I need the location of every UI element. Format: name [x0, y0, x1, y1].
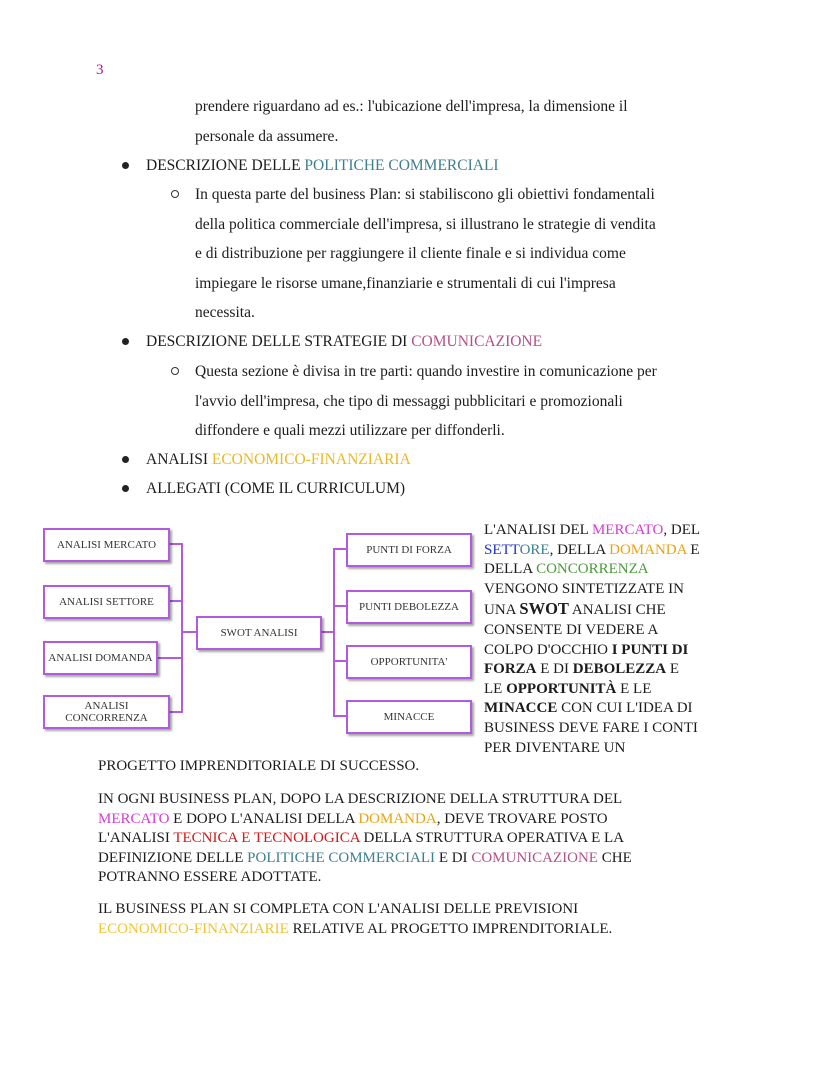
- connector-line: [181, 631, 197, 633]
- box-label: ANALISI SETTORE: [59, 596, 154, 608]
- bullet-allegati: [146, 474, 405, 504]
- sub-line: Questa sezione è divisa in tre parti: quando investire in comunicazione per: [195, 363, 657, 380]
- bullet-text: ALLEGATI (COME IL CURRICULUM): [146, 480, 406, 497]
- box-label: ANALISI DOMANDA: [48, 652, 153, 664]
- connector-line: [168, 543, 182, 545]
- paragraph-business-plan: [98, 790, 738, 888]
- text-line: CONSENTE DI VEDERE A: [484, 621, 659, 638]
- text-line: L'ANALISI TECNICA E TECNOLOGICA DELLA STRUTTURA OPERATIVA E LA: [98, 830, 625, 847]
- box-opportunita: [346, 645, 472, 679]
- connector-line: [156, 657, 182, 659]
- text-line: MINACCE CON CUI L'IDEA DI: [484, 700, 693, 717]
- connector-line: [333, 548, 347, 550]
- text-line: IN OGNI BUSINESS PLAN, DOPO LA DESCRIZIONE DELLA STRUTTURA DEL: [98, 791, 623, 807]
- box-label: CONCORRENZA: [65, 712, 148, 724]
- sub-line: impiegare le risorse umane,finanziarie e strumentali di cui l'impresa: [195, 274, 616, 292]
- box-analisi-mercato: [43, 528, 170, 562]
- box-analisi-settore: [43, 585, 170, 619]
- connector-line: [168, 600, 182, 602]
- text-line: COLPO D'OCCHIO I PUNTI DI: [484, 641, 689, 658]
- box-label: ANALISI MERCATO: [56, 539, 157, 551]
- bullet-text: ANALISI: [146, 451, 212, 468]
- box-label: MINACCE: [383, 711, 435, 723]
- box-punti-debolezza: [346, 590, 472, 624]
- text-line: BUSINESS DEVE FARE I CONTI: [484, 719, 698, 736]
- sub-bullet-circle: [171, 367, 179, 375]
- text-line: POTRANNO ESSERE ADOTTATE.: [98, 869, 322, 886]
- intro-line: prendere riguardano ad es.: l'ubicazione dell'impresa, la dimensione il: [195, 98, 628, 115]
- intro-line: personale da assumere.: [195, 127, 339, 145]
- text-line: UNA SWOT ANALISI CHE: [484, 599, 666, 619]
- bullet-strategie-comunicazione: [146, 327, 542, 357]
- box-minacce: [346, 700, 472, 734]
- highlight-politiche: POLITICHE COMMERCIALI: [304, 157, 499, 174]
- sub-bullet-strategie: [195, 357, 755, 446]
- text-line: MERCATO E DOPO L'ANALISI DELLA DOMANDA, DEVE TROVARE POSTO: [98, 810, 608, 827]
- text-line: SETTORE, DELLA DOMANDA E: [484, 541, 700, 558]
- connector-line: [333, 660, 347, 662]
- intro-paragraph: [195, 92, 755, 151]
- box-analisi-domanda: [43, 641, 158, 675]
- page-number: 3: [96, 62, 104, 78]
- bullet-politiche-commerciali: [146, 151, 499, 181]
- bullet-dot: [122, 485, 129, 492]
- highlight-comunicazione: COMUNICAZIONE: [411, 333, 543, 350]
- text-line: LE OPPORTUNITÀ E LE: [484, 680, 652, 697]
- sub-line: della politica commerciale dell'impresa, si illustrano le strategie di vendita: [195, 215, 656, 233]
- paragraph-completamento: [98, 900, 738, 939]
- box-label: OPPORTUNITA': [370, 656, 448, 668]
- connector-line: [333, 605, 347, 607]
- box-label: ANALISI: [84, 700, 129, 712]
- swot-description: [484, 521, 744, 758]
- bullet-text: DESCRIZIONE DELLE: [146, 157, 305, 174]
- box-swot-analisi: [196, 616, 322, 650]
- progetto-line: PROGETTO IMPRENDITORIALE DI SUCCESSO.: [98, 758, 420, 774]
- text-line: ECONOMICO-FINANZIARIE RELATIVE AL PROGETTO IMPRENDITORIALE.: [98, 920, 613, 937]
- sub-bullet-circle: [171, 190, 179, 198]
- connector-line: [333, 548, 335, 716]
- box-punti-di-forza: [346, 533, 472, 567]
- box-label: SWOT ANALISI: [220, 627, 298, 639]
- highlight-economico: ECONOMICO-FINANZIARIA: [211, 451, 411, 468]
- text-line: DEFINIZIONE DELLE POLITICHE COMMERCIALI E DI COMUNICAZIONE CHE: [98, 849, 632, 866]
- box-analisi-concorrenza: [43, 695, 170, 729]
- bullet-dot: [122, 338, 129, 345]
- text-line: DELLA CONCORRENZA: [484, 561, 649, 578]
- text-line: IL BUSINESS PLAN SI COMPLETA CON L'ANALISI DELLE PREVISIONI: [98, 901, 579, 917]
- sub-bullet-politiche: [195, 180, 755, 328]
- sub-line: necessita.: [195, 304, 255, 321]
- connector-line: [168, 711, 182, 713]
- sub-line: e di distribuzione per raggiungere il cliente finale e si individua come: [195, 245, 626, 262]
- connector-line: [333, 715, 347, 717]
- text-line: VENGONO SINTETIZZATE IN: [484, 580, 684, 597]
- bullet-analisi-economico: [146, 445, 411, 475]
- sub-line: l'avvio dell'impresa, che tipo di messaggi pubblicitari e promozionali: [195, 392, 623, 410]
- text-line: PER DIVENTARE UN: [484, 739, 626, 756]
- sub-line: diffondere e quali mezzi utilizzare per diffonderli.: [195, 422, 505, 439]
- text-line: L'ANALISI DEL MERCATO, DEL: [484, 522, 701, 538]
- bullet-text: DESCRIZIONE DELLE STRATEGIE DI: [146, 333, 412, 350]
- text-line: FORZA E DI DEBOLEZZA E: [484, 661, 680, 678]
- box-label: PUNTI DEBOLEZZA: [359, 601, 459, 613]
- bullet-dot: [122, 456, 129, 463]
- connector-line: [320, 631, 334, 633]
- bullet-dot: [122, 162, 129, 169]
- connector-line: [181, 543, 183, 713]
- sub-line: In questa parte del business Plan: si stabiliscono gli obiettivi fondamentali: [195, 186, 655, 203]
- box-label: PUNTI DI FORZA: [366, 544, 452, 556]
